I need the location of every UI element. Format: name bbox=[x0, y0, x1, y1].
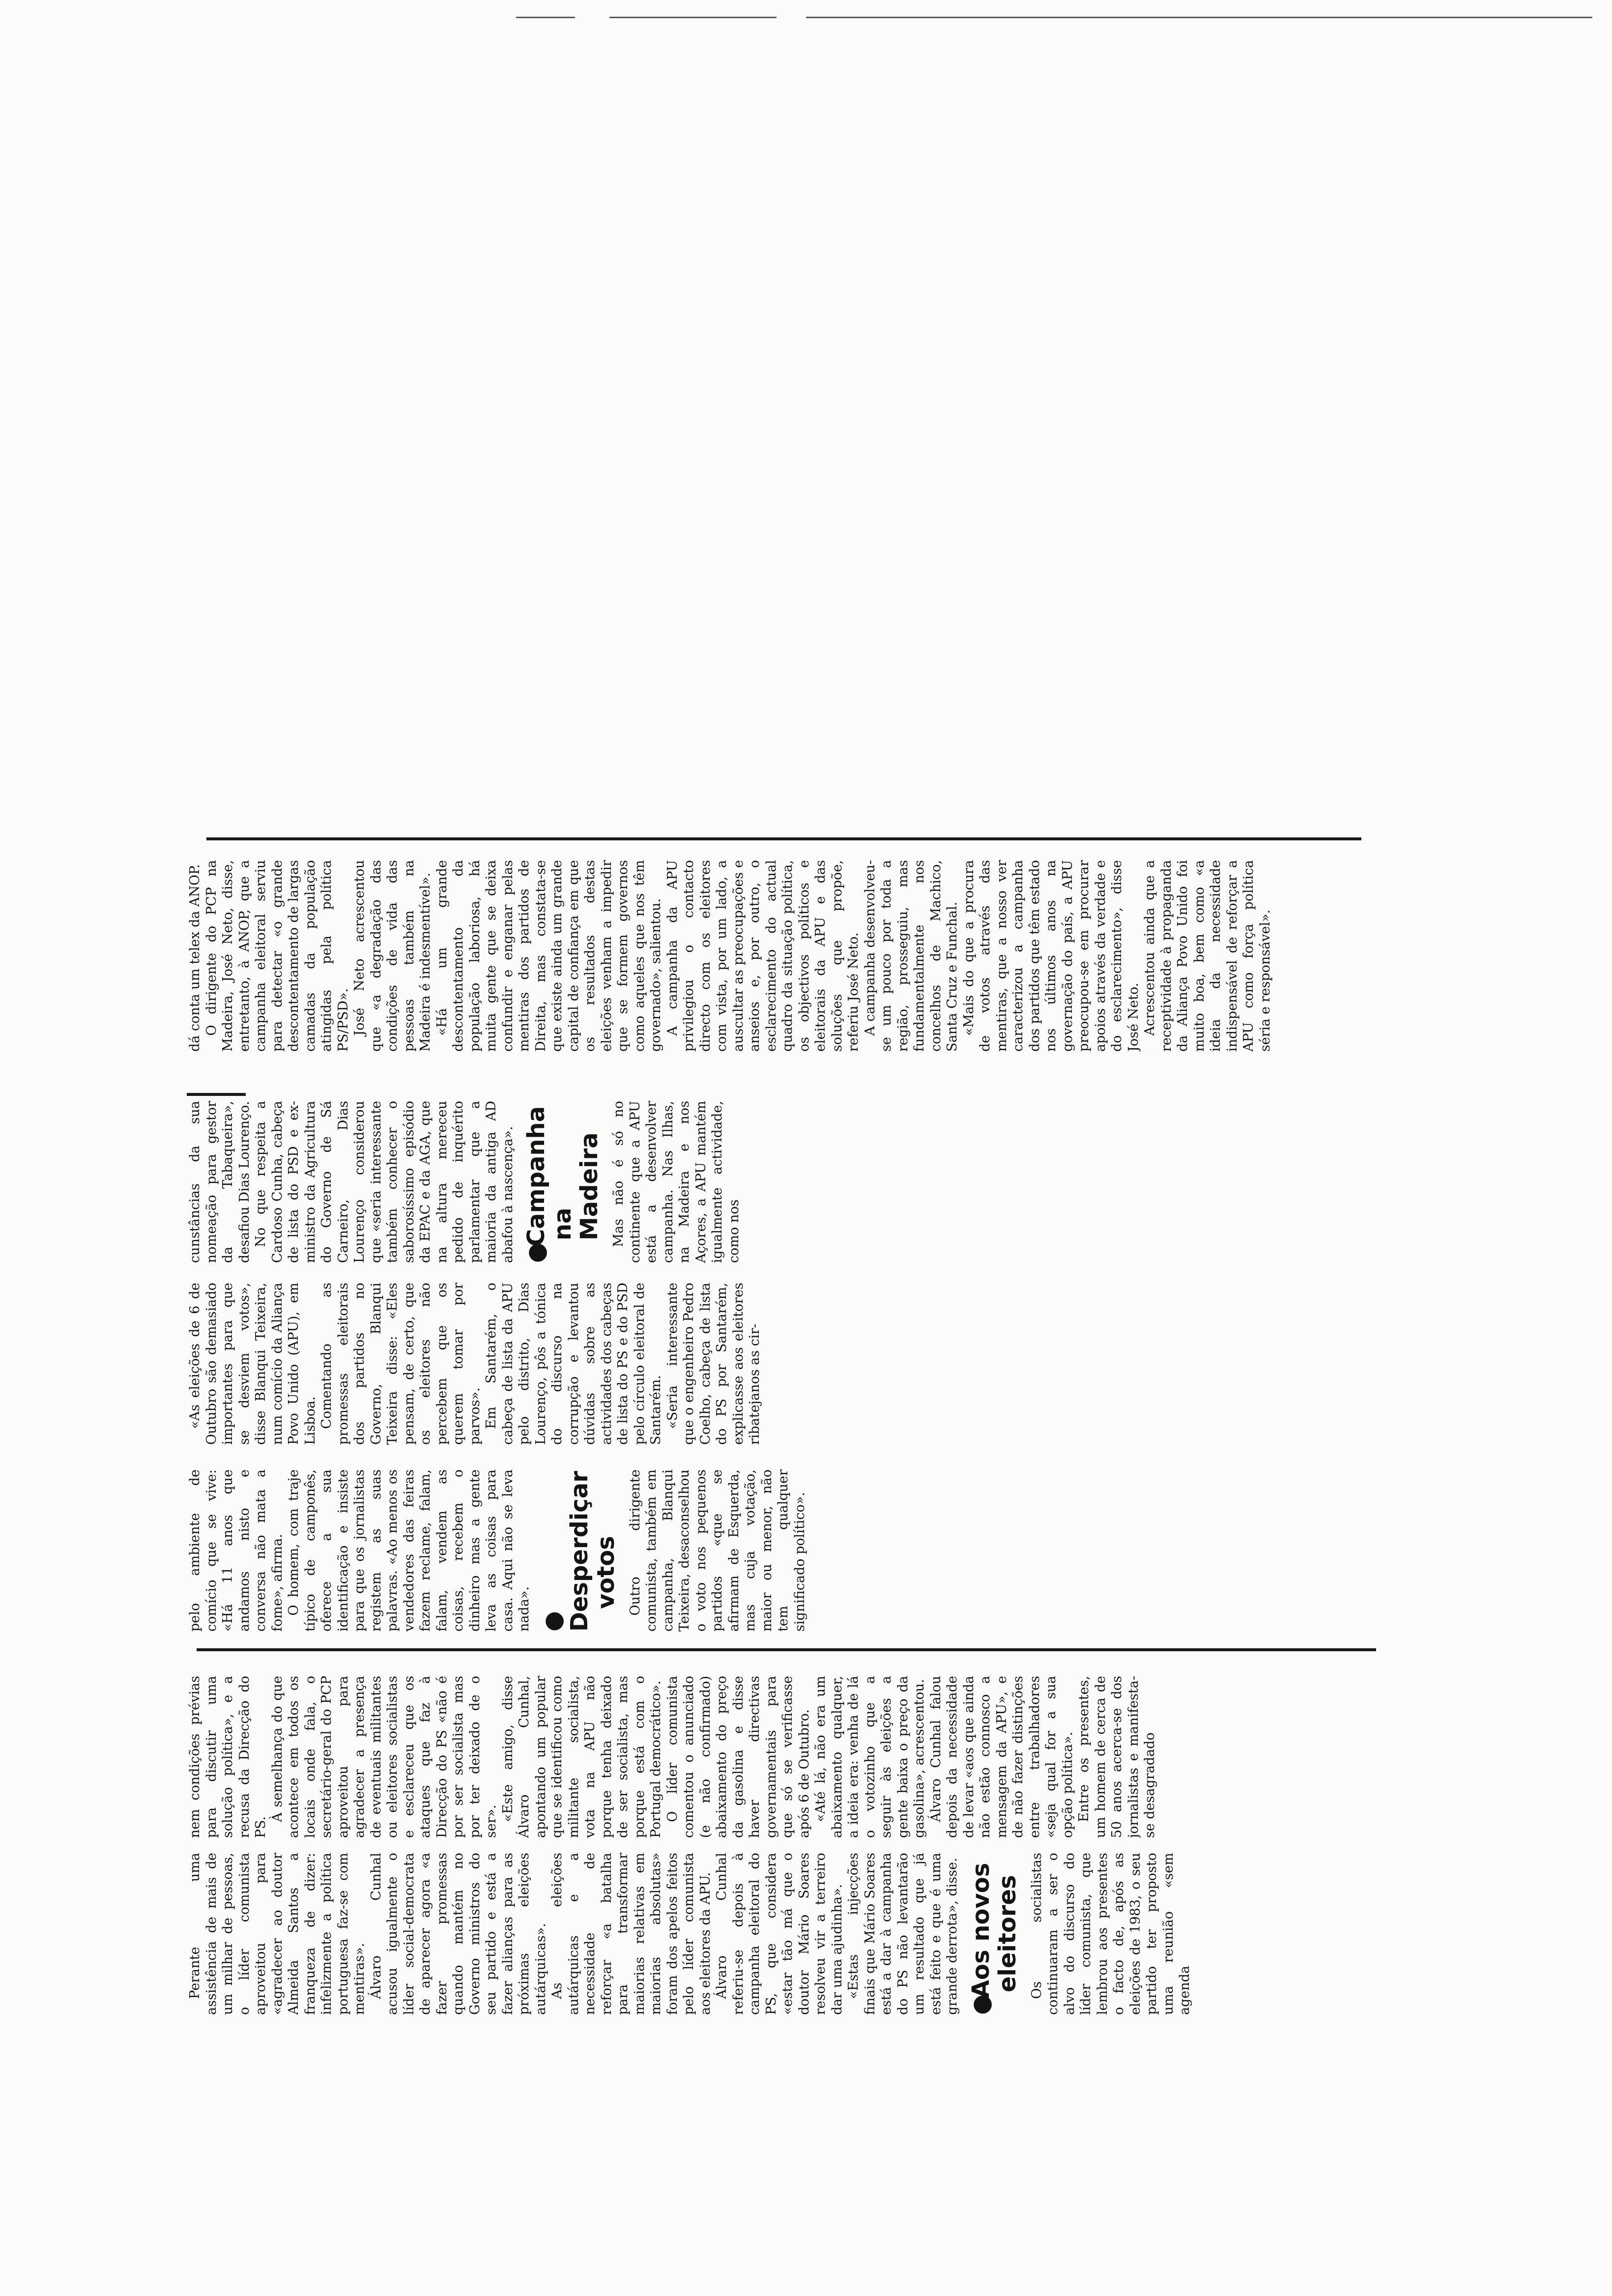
scan-edge-line bbox=[806, 17, 1592, 18]
subheading-line-2: eleitores bbox=[993, 1875, 1021, 1992]
column-divider bbox=[197, 1648, 1376, 1651]
subheading-line-2: votos bbox=[592, 1536, 620, 1609]
article-paragraph: Acrescentou ainda que a receptividade à propaganda da Aliança Povo Unido foi muito boa, bem como «a ideia da necessidade indispensável de reforçar a APU como força política séria e responsável». bbox=[1142, 860, 1273, 1052]
article-paragraph: Álvaro Cunhal referiu-se depois à campanha eleitoral do PS, que considera «estar tão má que o doutor Mário Soares resolveu vir a terreiro dar uma ajudinha». bbox=[714, 1853, 845, 2015]
bullet-icon: ● bbox=[967, 1994, 995, 2015]
subheading-line-1: Campanha bbox=[522, 1106, 550, 1246]
article-paragraph: Álvaro Cunhal falou depois da necessidade de levar «aos que ainda não estão connosco a mensagem da APU», e de não fazer distinções entre trabalhadores «seja qual for a sua opção política». bbox=[928, 1676, 1075, 1838]
article-paragraph: «Mais do que a procura de votos através das mentiras, que a nosso ver caracterizou a campanha dos partidos que têm estado nos últimos anos na governação do país, a APU preocupou-se em procurar apoios através da verdade e do esclarecimento», disse José Neto. bbox=[961, 860, 1141, 1052]
article-paragraph: Álvaro Cunhal acusou igualmente o líder social-democrata de aparecer agora «a fazer promessas quando mantém no Governo ministros do seu partido e está a fazer alianças para as próximas eleições autárquicas». bbox=[368, 1853, 548, 2015]
article-paragraph: «Há um grande descontentamento da população laboriosa, há muita gente que se deixa confundir e enganar pelas mentiras dos partidos de Direita, mas constata-se que existe ainda um grande capital de confiança em que os resultados destas eleições venham a impedir que se formem governos como aqueles que nos têm governado», salientou. bbox=[434, 860, 663, 1052]
section-subheading bbox=[540, 1469, 619, 1632]
article-paragraph: pelo ambiente de comício que se vive: «Há 11 anos que andamos nisto e conversa não mata a fome», afirma. bbox=[187, 1469, 285, 1632]
article-column bbox=[187, 1469, 1415, 1632]
article-paragraph: «Este amigo, disse Álvaro Cunhal, apontando um popular que se identificou como militante socialista, vota na APU não porque tenha deixado de ser socialista, mas porque está com o Portugal democrático». bbox=[500, 1676, 663, 1838]
article-paragraph: dá conta um telex da ANOP. bbox=[187, 864, 202, 1052]
article-paragraph: Comentando as promessas eleitorais dos partidos no Governo, Blanqui Teixeira disse: «Eles pensam, de certo, que os eleitores não percebem que os querem tomar por parvos». bbox=[319, 1283, 483, 1445]
article-paragraph: «Até lá, não era um abaixamento qualquer, a ideia era: venha de lá o votozinho que a seguir às eleições a gente baixa o preço da gasolina», acrescentou. bbox=[813, 1676, 927, 1838]
scan-edge-line bbox=[609, 17, 777, 18]
column-divider bbox=[206, 837, 1361, 840]
article-paragraph: cunstâncias da sua nomeação para gestor da Tabaqueira», desafiou Dias Lourenço. bbox=[187, 1101, 252, 1263]
subheading-line-1: Aos novos bbox=[967, 1863, 995, 1998]
article-paragraph: O dirigente do PCP na Madeira, José Neto, disse, entretanto, à ANOP, que a campanha eleitoral serviu para detectar «o grande descontentamento de largas camadas da população atingidas pela política PS/PSD». bbox=[203, 860, 351, 1052]
article-column bbox=[187, 1101, 1415, 1263]
article-paragraph: As eleições autárquicas e a necessidade de reforçar «a batalha para transformar maiorias relativas em maiorias absolutas» foram dos apelos feitos pelo líder comunista aos eleitores da APU. bbox=[549, 1853, 713, 2015]
article-paragraph: nem condições prévias para discutir uma solução política», e a recusa da Direcção do PS. bbox=[187, 1676, 268, 1838]
article-column bbox=[187, 1676, 1415, 1838]
column-divider bbox=[187, 1093, 246, 1096]
article-column bbox=[187, 1853, 1415, 2015]
article-paragraph: Mas não é só no continente que a APU está a desenvolver campanha. Nas Ilhas, na Madeira e nos Açores, a APU mantém igualmente actividade, como nos bbox=[611, 1101, 742, 1263]
article-paragraph: Os socialistas continuaram a ser o alvo do discurso do líder comunista, que lembrou aos presentes o facto de, após as eleições de 1983, o seu partido ter proposto uma reunião «sem agenda bbox=[1029, 1853, 1192, 2015]
bullet-icon: ● bbox=[539, 1611, 567, 1632]
article-paragraph: À semelhança do que acontece em todos os locais onde fala, o secretário-geral do PCP aproveitou para agradecer a presença de eventuais militantes ou eleitores socialistas e esclareceu que os ataques que faz à Direcção do PS «não é por ser socialista mas por ter deixado de o ser». bbox=[269, 1676, 499, 1838]
subheading-line-1: Desperdiçar bbox=[565, 1471, 593, 1632]
newspaper-clipping bbox=[187, 226, 1415, 2015]
subheading-line-2: na Madeira bbox=[549, 1132, 603, 1240]
article-paragraph: Em Santarém, o cabeça de lista da APU pelo distrito, Dias Lourenço, pôs a tónica do discurso na corrupção e levantou dúvidas sobre as actividades dos cabeças de lista do PS e do PSD pelo círculo eleitoral de Santarém. bbox=[484, 1283, 663, 1445]
scan-edge-line bbox=[516, 17, 575, 18]
article-paragraph: «As eleições de 6 de Outubro são demasiado importantes para que se desviem votos», disse Blanqui Teixeira, num comício da Aliança Povo Unido (APU), em Lisboa. bbox=[187, 1283, 318, 1445]
article-paragraph: O homem, com traje típico de camponês, oferece a sua identificação e insiste para que os jornalistas registem as suas palavras. «Ao menos os vendedores das feiras fazem reclame, falam, falam, vendem as coisas, recebem o dinheiro mas a gente leva as coisas para casa. Aqui não se leva nada». bbox=[286, 1469, 532, 1632]
article-paragraph: José Neto acrescentou que «a degradação das condições de vida das pessoas também na Madeira é indesmentível». bbox=[352, 860, 433, 1052]
bullet-icon: ● bbox=[522, 1242, 550, 1263]
article-paragraph: «Estas injecções finais que Mário Soares está a dar à campanha do PS não levantarão um resultado que já está feito e que é uma grande derrota», disse. bbox=[846, 1853, 960, 2015]
section-subheading bbox=[523, 1101, 603, 1263]
article-paragraph: Entre os presentes, um homem de cerca de 50 anos acerca-se dos jornalistas e manifesta-se desagradado bbox=[1076, 1676, 1157, 1838]
article-column bbox=[187, 1283, 1415, 1445]
article-paragraph: Perante uma assistência de mais de um milhar de pessoas, o líder comunista aproveitou para «agradecer ao doutor Almeida Santos a franqueza de dizer: infelizmente a política portuguesa faz-se com mentiras». bbox=[187, 1853, 367, 2015]
article-paragraph: O líder comunista comentou o anunciado (e não confirmado) abaixamento do preço da gasolina e disse haver directivas governamentais para que só se verificasse após 6 de Outubro. bbox=[664, 1676, 812, 1838]
article-paragraph: No que respeita a Cardoso Cunha, cabeça de lista do PSD e ex-ministro da Agricultura do Governo de Sá Carneiro, Dias Lourenço considerou que «seria interessante também conhecer o saborosíssimo episódio da EPAC e da AGA, que na altura mereceu pedido de inquérito parlamentar que a maioria da antiga AD abafou à nascença». bbox=[253, 1101, 516, 1263]
section-subheading bbox=[968, 1853, 1021, 2015]
article-paragraph: A campanha da APU privilegiou o contacto directo com os eleitores com vista, por um lado, a auscultar as preocupações e anseios e, por outro, o esclarecimento do actual quadro da situação política, os objectivos políticos e eleitorais da APU e das soluções que propõe, referiu José Neto. bbox=[664, 860, 861, 1052]
article-paragraph: A campanha desenvolveu-se um pouco por toda a região, prosseguiu, mas fundamentalmente nos concelhos de Machico, Santa Cruz e Funchal. bbox=[862, 860, 960, 1052]
article-column bbox=[187, 860, 1415, 1052]
article-paragraph: Outro dirigente comunista, também em campanha, Blanqui Teixeira, desaconselhou o voto nos pequenos partidos «que se afirmam de Esquerda, mas cuja votação, maior ou menor, não tem qualquer significado político». bbox=[627, 1469, 807, 1632]
article-paragraph: «Seria interessante que o engenheiro Pedro Coelho, cabeça de lista do PS por Santarém, explicasse aos eleitores ribatejanos as cir- bbox=[664, 1283, 762, 1445]
